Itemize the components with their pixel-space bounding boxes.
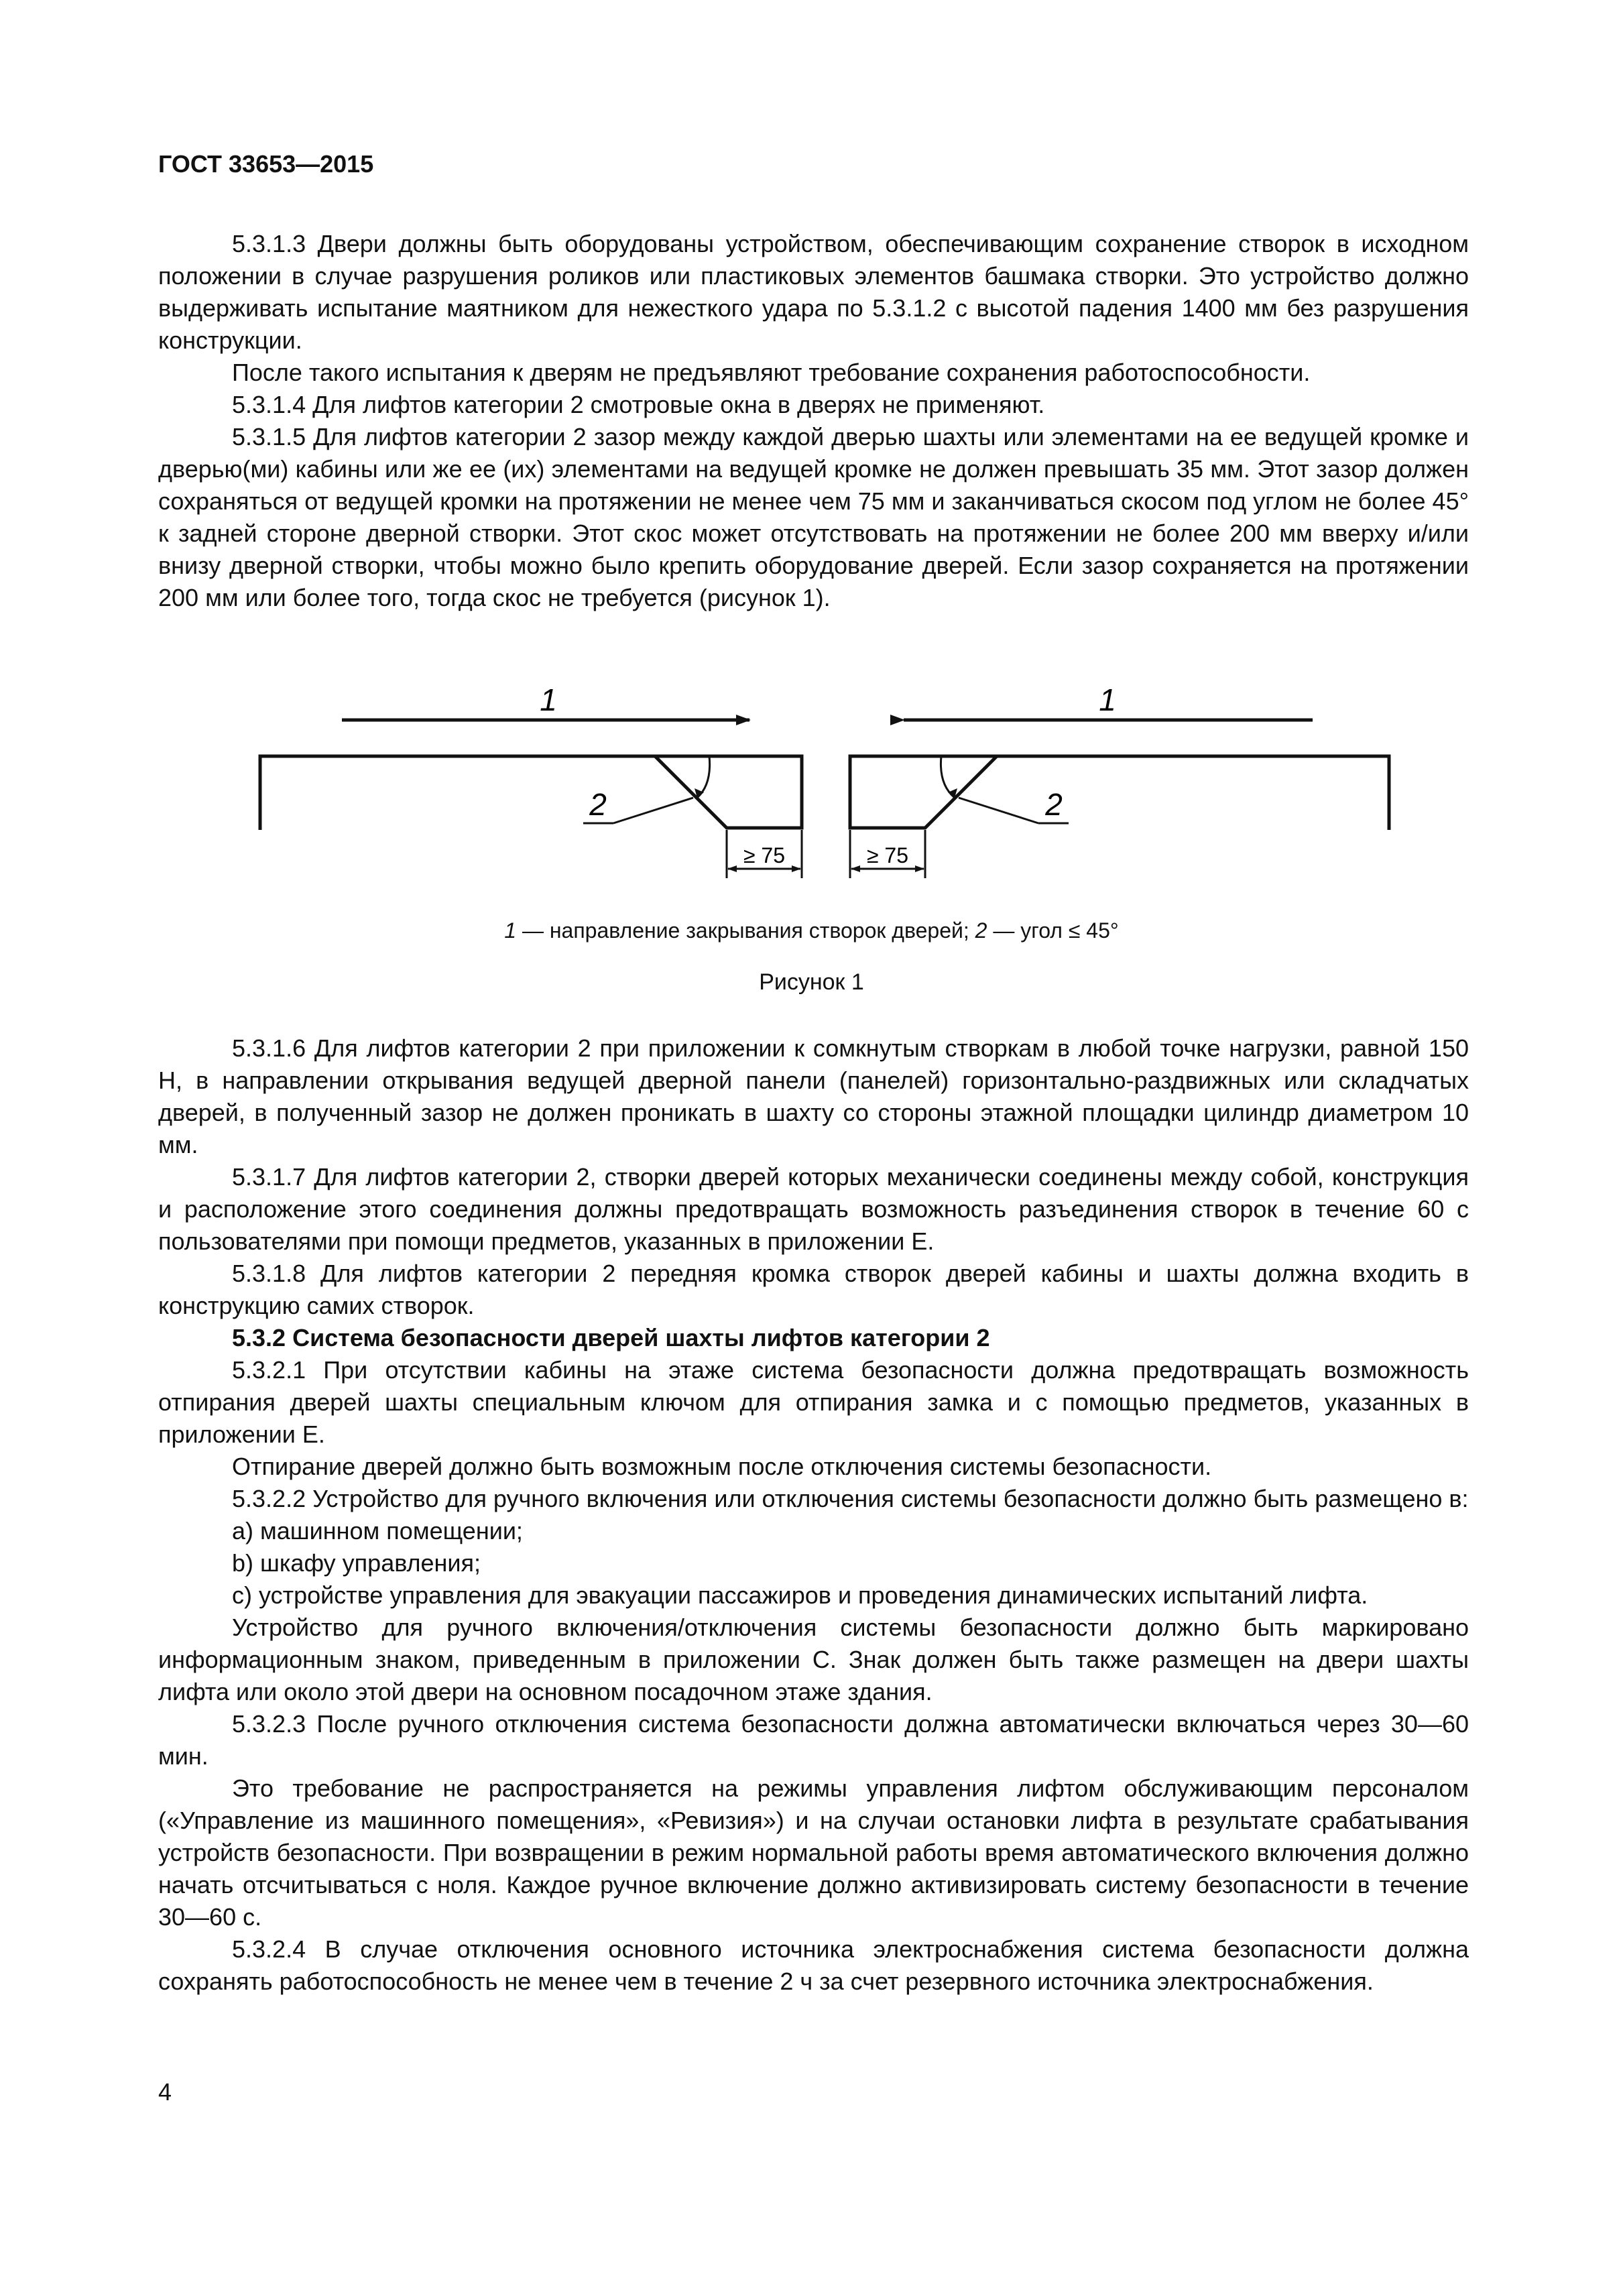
- legend-num-1: 1: [504, 918, 517, 943]
- list-item-a: a) машинном помещении;: [232, 1517, 523, 1545]
- legend-num-2: 2: [975, 918, 987, 943]
- dimension-left: ≥ 75: [743, 843, 786, 867]
- paragraph-5-3-2-3: 5.3.2.3 После ручного отключения система безопасности должна автоматически включаться через 30—60 мин.: [158, 1710, 1469, 1770]
- section-text-bottom: [158, 1032, 1469, 1998]
- paragraph-5-3-1-4: 5.3.1.4 Для лифтов категории 2 смотровые окна в дверях не применяют.: [232, 391, 1045, 418]
- section-heading-5-3-2: 5.3.2 Система безопасности дверей шахты лифтов категории 2: [232, 1324, 990, 1351]
- figure-1-diagram: [0, 0, 1623, 939]
- paragraph-exceptions: Это требование не распространяется на режимы управления лифтом обслуживающим персоналом («Управление из машинного помещения», «Ревизия») и на случаи остановки лифта в результате срабатывания устройств безопасности. При возвращении в режим нормальной работы время автоматического включения должно начать отсчитываться с ноля. Каждое ручное включение должно активизировать систему безопасности в течение 30—60 с.: [158, 1774, 1469, 1931]
- paragraph-5-3-2-4: 5.3.2.4 В случае отключения основного источника электроснабжения система безопасности должна сохранять работоспособность не менее чем в течение 2 ч за счет резервного источника электроснабжения.: [158, 1935, 1469, 1995]
- label-direction-left: 1: [540, 682, 557, 717]
- page-number: 4: [158, 2078, 172, 2106]
- dimension-right: ≥ 75: [866, 843, 909, 867]
- legend-text-2: — угол ≤ 45°: [987, 918, 1119, 943]
- paragraph-5-3-1-3: 5.3.1.3 Двери должны быть оборудованы устройством, обеспечивающим сохранение створок в исходном положении в случае разрушения роликов или пластиковых элементов башмака створки. Это устройство должно выдерживать испытание маятником для нежесткого удара по 5.3.1.2 с высотой падения 1400 мм без разрушения конструкции.: [158, 230, 1469, 354]
- figure-legend: [0, 918, 1623, 943]
- paragraph-5-3-1-6: 5.3.1.6 Для лифтов категории 2 при приложении к сомкнутым створкам в любой точке нагрузки, равной 150 Н, в направлении открывания ведущей дверной панели (панелей) горизонтально-раздвижных или складчатых дверей, в полученный зазор не должен проникать в шахту со стороны этажной площадки цилиндр диаметром 10 мм.: [158, 1034, 1469, 1158]
- paragraph-after-test: После такого испытания к дверям не предъявляют требование сохранения работоспособности.: [232, 359, 1311, 386]
- paragraph-marking: Устройство для ручного включения/отключения системы безопасности должно быть маркировано информационным знаком, приведенным в приложении С. Знак должен быть также размещен на двери шахты лифта или около этой двери на основном посадочном этаже здания.: [158, 1614, 1469, 1705]
- paragraph-5-3-2-1: 5.3.2.1 При отсутствии кабины на этаже система безопасности должна предотвращать возможность отпирания дверей шахты специальным ключом для отпирания замка и с помощью предметов, указанных в приложении Е.: [158, 1356, 1469, 1448]
- legend-text-1: — направление закрывания створок дверей;: [516, 918, 975, 943]
- label-angle-right: 2: [1045, 787, 1063, 822]
- label-direction-right: 1: [1099, 682, 1116, 717]
- list-item-b: b) шкафу управления;: [232, 1549, 481, 1577]
- paragraph-5-3-1-7: 5.3.1.7 Для лифтов категории 2, створки дверей которых механически соединены между собой, конструкция и расположение этого соединения должны предотвращать возможность разъединения створок в течение 60 с пользователями при помощи предметов, указанных в приложении Е.: [158, 1163, 1469, 1255]
- paragraph-5-3-1-8: 5.3.1.8 Для лифтов категории 2 передняя кромка створок дверей кабины и шахты должна входить в конструкцию самих створок.: [158, 1260, 1469, 1319]
- label-angle-left: 2: [589, 787, 607, 822]
- right-door-panel: [850, 756, 1389, 830]
- left-door-panel: [260, 756, 802, 830]
- list-item-c: c) устройстве управления для эвакуации пассажиров и проведения динамических испытаний лифта.: [232, 1581, 1368, 1609]
- paragraph-unlocking: Отпирание дверей должно быть возможным после отключения системы безопасности.: [232, 1453, 1212, 1480]
- paragraph-5-3-1-5: 5.3.1.5 Для лифтов категории 2 зазор между каждой дверью шахты или элементами на ее ведущей кромке и дверью(ми) кабины или же ее (их) элементами на ведущей кромке не должен превышать 35 мм. Этот зазор должен сохраняться от ведущей кромки на протяжении не менее чем 75 мм и заканчиваться скосом под углом не более 45° к задней стороне дверной створки. Этот скос может отсутствовать на протяжении не более 200 мм вверху и/или внизу дверной створки, чтобы можно было крепить оборудование дверей. Если зазор сохраняется на протяжении 200 мм или более того, тогда скос не требуется (рисунок 1).: [158, 423, 1469, 611]
- figure-title: Рисунок 1: [759, 969, 864, 995]
- paragraph-5-3-2-2: 5.3.2.2 Устройство для ручного включения или отключения системы безопасности должно быть размещено в:: [232, 1485, 1469, 1512]
- document-header: ГОСТ 33653—2015: [158, 150, 374, 178]
